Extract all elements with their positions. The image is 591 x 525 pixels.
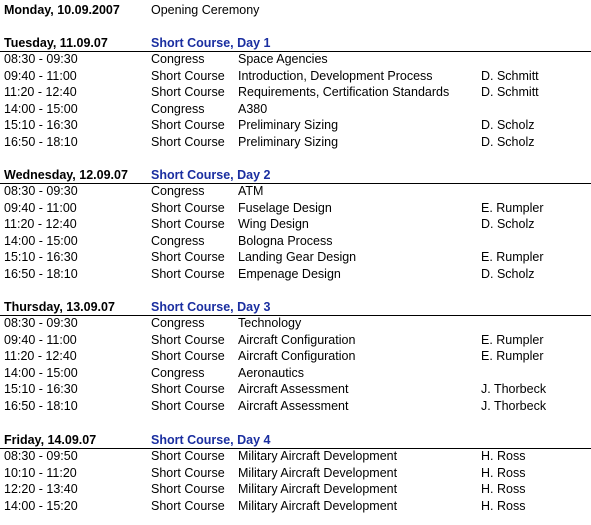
session-topic: Aircraft Assessment bbox=[238, 399, 349, 413]
session-topic: Aeronautics bbox=[238, 365, 305, 380]
session-time: 11:20 - 12:40 bbox=[4, 85, 77, 100]
day-date: Friday, 14.09.07 bbox=[4, 433, 97, 447]
session-row bbox=[0, 481, 591, 498]
session-time: 14:00 - 15:00 bbox=[4, 365, 78, 380]
session-speaker: D. Scholz bbox=[481, 135, 535, 149]
day-course-title: Short Course, Day 4 bbox=[151, 433, 271, 447]
session-time: 08:30 - 09:50 bbox=[4, 449, 78, 463]
session-row bbox=[0, 101, 591, 118]
session-type: Congress bbox=[151, 184, 205, 198]
session-speaker: H. Ross bbox=[481, 498, 526, 513]
session-row bbox=[0, 117, 591, 134]
day-course-title: Short Course, Day 3 bbox=[151, 300, 271, 314]
session-speaker: E. Rumpler bbox=[481, 250, 544, 265]
session-speaker: D. Schmitt bbox=[481, 68, 539, 83]
session-row bbox=[0, 465, 591, 482]
session-type: Congress bbox=[151, 52, 205, 66]
session-time: 08:30 - 09:30 bbox=[4, 184, 78, 198]
session-time: 11:20 - 12:40 bbox=[4, 217, 77, 232]
session-row bbox=[0, 315, 591, 332]
session-row bbox=[0, 200, 591, 217]
session-type: Short Course bbox=[151, 85, 225, 100]
session-topic: Space Agencies bbox=[238, 52, 328, 66]
session-time: 16:50 - 18:10 bbox=[4, 399, 78, 413]
session-type: Short Course bbox=[151, 267, 225, 281]
session-topic: Military Aircraft Development bbox=[238, 498, 398, 513]
session-topic: Introduction, Development Process bbox=[238, 68, 433, 83]
session-speaker: H. Ross bbox=[481, 482, 526, 497]
session-speaker: D. Scholz bbox=[481, 267, 535, 281]
session-type: Short Course bbox=[151, 200, 225, 215]
session-speaker: E. Rumpler bbox=[481, 349, 544, 364]
session-time: 09:40 - 11:00 bbox=[4, 200, 77, 215]
session-row bbox=[0, 348, 591, 365]
session-speaker: H. Ross bbox=[481, 465, 526, 480]
opening-row bbox=[0, 2, 591, 19]
session-time: 08:30 - 09:30 bbox=[4, 316, 78, 330]
session-topic: Aircraft Configuration bbox=[238, 332, 356, 347]
session-speaker: D. Scholz bbox=[481, 118, 535, 133]
session-row bbox=[0, 183, 591, 200]
day-header bbox=[0, 167, 591, 184]
session-topic: Military Aircraft Development bbox=[238, 465, 398, 480]
session-topic: Military Aircraft Development bbox=[238, 482, 398, 497]
session-type: Short Course bbox=[151, 399, 225, 413]
session-row bbox=[0, 381, 591, 398]
session-type: Short Course bbox=[151, 332, 225, 347]
session-topic: Technology bbox=[238, 316, 302, 330]
session-row bbox=[0, 134, 591, 151]
session-type: Congress bbox=[151, 101, 205, 116]
session-time: 12:20 - 13:40 bbox=[4, 482, 78, 497]
session-time: 08:30 - 09:30 bbox=[4, 52, 78, 66]
session-type: Short Course bbox=[151, 217, 225, 232]
session-type: Short Course bbox=[151, 449, 225, 463]
session-row bbox=[0, 398, 591, 415]
day-date: Thursday, 13.09.07 bbox=[4, 300, 115, 314]
session-time: 15:10 - 16:30 bbox=[4, 250, 78, 265]
session-row bbox=[0, 216, 591, 233]
session-speaker: D. Scholz bbox=[481, 217, 535, 232]
session-type: Congress bbox=[151, 316, 205, 330]
session-row bbox=[0, 332, 591, 349]
session-type: Congress bbox=[151, 233, 205, 248]
session-time: 15:10 - 16:30 bbox=[4, 118, 78, 133]
session-topic: Wing Design bbox=[238, 217, 309, 232]
session-topic: ATM bbox=[238, 184, 264, 198]
session-time: 15:10 - 16:30 bbox=[4, 382, 78, 397]
session-speaker: J. Thorbeck bbox=[481, 382, 547, 397]
day-header bbox=[0, 299, 591, 316]
session-type: Short Course bbox=[151, 482, 225, 497]
day-header bbox=[0, 35, 591, 52]
session-time: 09:40 - 11:00 bbox=[4, 68, 77, 83]
day-course-title: Short Course, Day 2 bbox=[151, 168, 271, 182]
session-row bbox=[0, 365, 591, 382]
session-topic: Landing Gear Design bbox=[238, 250, 357, 265]
session-speaker: E. Rumpler bbox=[481, 200, 544, 215]
session-type: Short Course bbox=[151, 250, 225, 265]
session-topic: Preliminary Sizing bbox=[238, 118, 339, 133]
opening-title: Opening Ceremony bbox=[151, 3, 260, 17]
session-topic: Aircraft Assessment bbox=[238, 382, 349, 397]
session-topic: Preliminary Sizing bbox=[238, 135, 339, 149]
session-time: 16:50 - 18:10 bbox=[4, 135, 78, 149]
session-type: Short Course bbox=[151, 118, 225, 133]
session-row bbox=[0, 249, 591, 266]
session-topic: A380 bbox=[238, 101, 268, 116]
session-row bbox=[0, 233, 591, 250]
opening-date: Monday, 10.09.2007 bbox=[4, 3, 120, 17]
session-speaker: H. Ross bbox=[481, 449, 526, 463]
session-time: 10:10 - 11:20 bbox=[4, 465, 77, 480]
session-speaker: D. Schmitt bbox=[481, 85, 539, 100]
session-type: Short Course bbox=[151, 68, 225, 83]
session-topic: Requirements, Certification Standards bbox=[238, 85, 450, 100]
day-date: Wednesday, 12.09.07 bbox=[4, 168, 128, 182]
session-time: 14:00 - 15:00 bbox=[4, 101, 78, 116]
session-time: 14:00 - 15:00 bbox=[4, 233, 78, 248]
day-course-title: Short Course, Day 1 bbox=[151, 36, 271, 50]
session-time: 09:40 - 11:00 bbox=[4, 332, 77, 347]
session-topic: Aircraft Configuration bbox=[238, 349, 356, 364]
session-type: Short Course bbox=[151, 498, 225, 513]
session-type: Short Course bbox=[151, 382, 225, 397]
session-row bbox=[0, 51, 591, 68]
session-type: Short Course bbox=[151, 465, 225, 480]
session-row bbox=[0, 448, 591, 465]
session-row bbox=[0, 68, 591, 85]
session-speaker: E. Rumpler bbox=[481, 332, 544, 347]
day-header bbox=[0, 432, 591, 449]
session-topic: Bologna Process bbox=[238, 233, 333, 248]
session-time: 14:00 - 15:20 bbox=[4, 498, 78, 513]
session-topic: Empenage Design bbox=[238, 267, 341, 281]
session-row bbox=[0, 84, 591, 101]
session-time: 11:20 - 12:40 bbox=[4, 349, 77, 364]
session-topic: Fuselage Design bbox=[238, 200, 332, 215]
session-type: Short Course bbox=[151, 135, 225, 149]
session-time: 16:50 - 18:10 bbox=[4, 267, 78, 281]
session-type: Congress bbox=[151, 365, 205, 380]
session-topic: Military Aircraft Development bbox=[238, 449, 398, 463]
session-row bbox=[0, 266, 591, 283]
day-date: Tuesday, 11.09.07 bbox=[4, 36, 108, 50]
session-row bbox=[0, 498, 591, 515]
session-type: Short Course bbox=[151, 349, 225, 364]
session-speaker: J. Thorbeck bbox=[481, 399, 547, 413]
